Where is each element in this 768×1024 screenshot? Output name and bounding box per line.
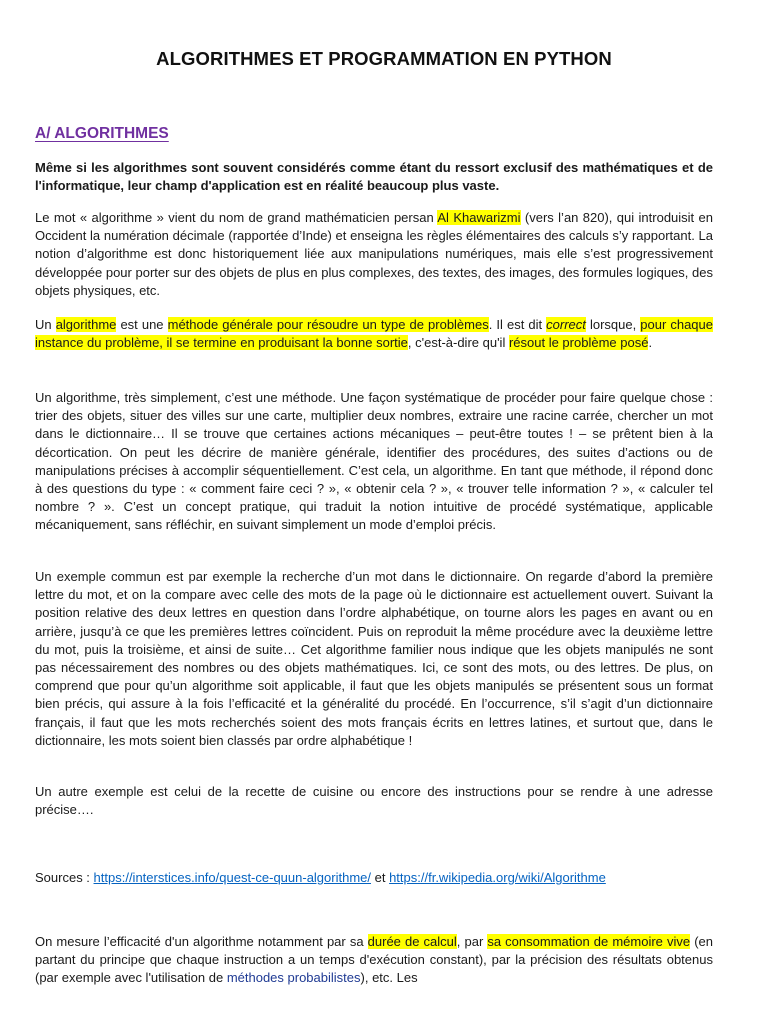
text-run: lorsque, bbox=[585, 317, 641, 332]
paragraph-dictionnaire: Un exemple commun est par exemple la recherche d’un mot dans le dictionnaire. On regarde d’abord la première lettre du mot, et on la compare avec celle des mots de la page où le dictionnaire est actuellement ouvert. Suivant la position relative des deux lettres en question dans l’ordre alphabétique, on tourne alors les pages en avant ou en arrière, jusqu’à ce que les premières lettres coïncident. Puis on reproduit la même procédure avec la deuxième lettre du mot, puis la troisième, et ainsi de suite… Cet algorithme familier nous indique que les objets manipulés ne sont pas nécessairement des nombres ou des objets mathématiques. Ici, ce sont des mots, ou des lettres. De plus, on comprend que pour qu’un algorithme soit applicable, il faut que les objets manipulés se présentent sous un format bien précis, qui assure à la fois l’efficacité et la généralité du procédé. En l’occurrence, s’il s’agit d’un dictionnaire français, il faut que les mots recherchés soient des mots français écrits en lettres latines, et surtout que, dans le dictionnaire, les mots soient bien classés par ordre alphabétique ! bbox=[35, 569, 713, 748]
document-title: ALGORITHMES ET PROGRAMMATION EN PYTHON bbox=[156, 48, 612, 69]
highlight-al-khawarizmi: Al Khawarizmi bbox=[437, 210, 521, 225]
source-link-wikipedia[interactable]: https://fr.wikipedia.org/wiki/Algorithme bbox=[389, 870, 606, 885]
term-methodes-probabilistes: méthodes probabilistes bbox=[226, 970, 361, 986]
paragraph-efficacite bbox=[35, 933, 713, 988]
intro-paragraph: Même si les algorithmes sont souvent considérés comme étant du ressort exclusif des mathématiques et de l'informatique, leur champ d'application est en réalité beaucoup plus vaste. bbox=[35, 160, 713, 194]
text-run: (vers l’an 820), qui introduisit en Occident la numération décimale (rapportée d’Inde) et enseigna les règles élémentaires des calculs s’y rapportant. La notion d’algorithme est donc historiquement liée aux manipulations numériques, mais elle s’est progressivement développée pour porter sur des objets de plus en plus complexes, des textes, des images, des formules logiques, des objets physiques, etc. bbox=[35, 210, 714, 298]
highlight-correct: correct bbox=[546, 317, 586, 332]
text-run: ), etc. Les bbox=[360, 970, 418, 986]
sources-label: Sources : bbox=[35, 870, 94, 885]
section-heading: A/ ALGORITHMES bbox=[35, 125, 169, 142]
highlight-resout: résout le problème posé bbox=[508, 335, 649, 351]
text-run: . Il est dit bbox=[488, 317, 547, 332]
text-run: . bbox=[648, 335, 653, 351]
paragraph-methode: Un algorithme, très simplement, c’est une méthode. Une façon systématique de procéder pour faire quelque chose : trier des objets, situer des villes sur une carte, multiplier deux nombres, extraire une racine carrée, chercher un mot dans le dictionnaire… Il se trouve que certaines actions mécaniques – peut-être toutes ! – se prêtent bien à la décortication. On peut les décrire de manière générale, identifier des procédures, des suites d’actions ou de manipulations précises à accomplir séquentiellement. C’est cela, un algorithme. En tant que méthode, il répond donc à des questions du type : « comment faire ceci ? », « obtenir cela ? », « trouver telle information ? », « calculer tel nombre ? ». C’est un concept pratique, qui traduit la notion intuitive de procédé systématique, applicable mécaniquement, sans réfléchir, en suivant simplement un mode d’emploi précis. bbox=[35, 390, 713, 533]
paragraph-definition bbox=[35, 316, 713, 352]
paragraph-etymology bbox=[35, 209, 713, 300]
paragraph-recette: Un autre exemple est celui de la recette de cuisine ou encore des instructions pour se rendre à une adresse précise…. bbox=[35, 784, 713, 818]
text-run: et bbox=[371, 870, 390, 885]
highlight-methode-generale: méthode générale pour résoudre un type de problèmes bbox=[167, 317, 489, 332]
highlight-instance: pour chaque instance du problème, il se termine en produisant la bonne sortie bbox=[35, 317, 713, 351]
text-run: (en partant du principe que chaque instruction a un temps d'exécution constant), par la précision des résultats obtenus (par exemple avec l'utilisation de bbox=[35, 934, 714, 986]
text-run: , par bbox=[456, 934, 488, 949]
source-link-interstices[interactable]: https://interstices.info/quest-ce-quun-algorithme/ bbox=[93, 870, 371, 885]
highlight-memoire-vive: sa consommation de mémoire vive bbox=[487, 934, 691, 949]
highlight-algorithme: algorithme bbox=[55, 317, 117, 332]
highlight-duree-calcul: durée de calcul bbox=[367, 934, 457, 949]
text-run: est une bbox=[116, 317, 168, 332]
text-run: Un bbox=[35, 317, 56, 332]
text-run: Le mot « algorithme » vient du nom de grand mathématicien persan bbox=[35, 210, 438, 225]
text-run: On mesure l’efficacité d'un algorithme notamment par sa bbox=[35, 934, 368, 949]
sources-line bbox=[35, 869, 713, 887]
text-run: , c'est-à-dire qu'il bbox=[407, 335, 509, 351]
